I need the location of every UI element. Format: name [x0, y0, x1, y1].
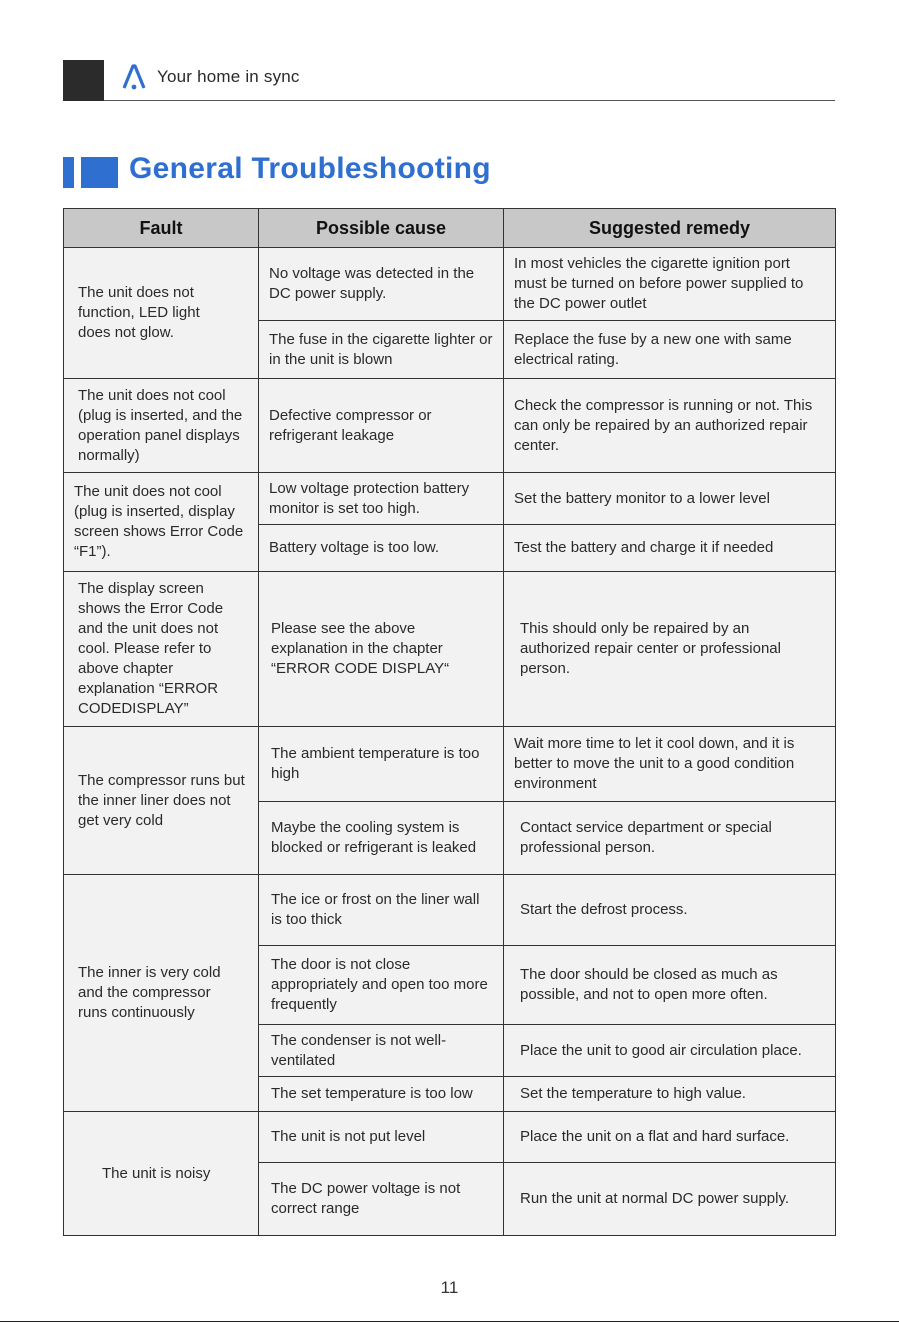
table-row [64, 572, 836, 727]
fault-cell: The unit is noisy [64, 1112, 259, 1236]
cause-cell: Battery voltage is too low. [259, 525, 504, 572]
remedy-cell: Wait more time to let it cool down, and it is better to move the unit to a good condition environment [504, 727, 836, 802]
table-row [64, 473, 836, 525]
remedy-cell: Contact service department or special professional person. [504, 802, 836, 875]
fault-cell: The inner is very cold and the compressor runs continuously [64, 875, 259, 1112]
cause-cell: Please see the above explanation in the chapter “ERROR CODE DISPLAY“ [259, 572, 504, 727]
cause-cell: The condenser is not well-ventilated [259, 1025, 504, 1077]
remedy-cell: Test the battery and charge it if needed [504, 525, 836, 572]
table-row [64, 248, 836, 321]
remedy-cell: Check the compressor is running or not. This can only be repaired by an authorized repair center. [504, 379, 836, 473]
cause-cell: Maybe the cooling system is blocked or refrigerant is leaked [259, 802, 504, 875]
a-logo-icon [121, 64, 147, 90]
remedy-cell: Replace the fuse by a new one with same electrical rating. [504, 321, 836, 379]
cause-cell: The ambient temperature is too high [259, 727, 504, 802]
table-header-row [64, 209, 836, 248]
fault-cell: The unit does not cool (plug is inserted, and the operation panel displays normally) [64, 379, 259, 473]
table-row [64, 727, 836, 802]
remedy-cell: Place the unit to good air circulation place. [504, 1025, 836, 1077]
footer-divider [0, 1321, 899, 1322]
header-divider [104, 100, 835, 101]
header-fault: Fault [64, 209, 259, 248]
cause-cell: Low voltage protection battery monitor is set too high. [259, 473, 504, 525]
cause-cell: Defective compressor or refrigerant leakage [259, 379, 504, 473]
fault-cell: The unit does not cool (plug is inserted, display screen shows Error Code “F1”). [64, 473, 259, 572]
cause-cell: No voltage was detected in the DC power supply. [259, 248, 504, 321]
cause-cell: The fuse in the cigarette lighter or in the unit is blown [259, 321, 504, 379]
cause-cell: The ice or frost on the liner wall is too thick [259, 875, 504, 946]
page-title: General Troubleshooting [129, 152, 491, 185]
table-row [64, 379, 836, 473]
title-accent-bar-large [81, 157, 118, 188]
remedy-cell: Set the battery monitor to a lower level [504, 473, 836, 525]
remedy-cell: The door should be closed as much as possible, and not to open more often. [504, 946, 836, 1025]
fault-cell: The unit does not function, LED light does not glow. [64, 248, 259, 379]
remedy-cell: Start the defrost process. [504, 875, 836, 946]
page-number: 11 [440, 1278, 459, 1297]
table-row [64, 875, 836, 946]
header-suggested-remedy: Suggested remedy [504, 209, 836, 248]
cause-cell: The unit is not put level [259, 1112, 504, 1163]
remedy-cell: Run the unit at normal DC power supply. [504, 1163, 836, 1236]
cause-cell: The door is not close appropriately and open too more frequently [259, 946, 504, 1025]
header-possible-cause: Possible cause [259, 209, 504, 248]
remedy-cell: This should only be repaired by an authorized repair center or professional person. [504, 572, 836, 727]
fault-cell: The compressor runs but the inner liner does not get very cold [64, 727, 259, 875]
cause-cell: The set temperature is too low [259, 1077, 504, 1112]
header-block [63, 60, 104, 101]
table-row [64, 1112, 836, 1163]
remedy-cell: In most vehicles the cigarette ignition port must be turned on before power supplied to the DC power outlet [504, 248, 836, 321]
fault-cell: The display screen shows the Error Code and the unit does not cool. Please refer to above chapter explanation “ERROR CODEDISPLAY” [64, 572, 259, 727]
remedy-cell: Place the unit on a flat and hard surface. [504, 1112, 836, 1163]
header-tagline: Your home in sync [157, 67, 300, 86]
cause-cell: The DC power voltage is not correct range [259, 1163, 504, 1236]
troubleshooting-table [63, 208, 836, 1236]
remedy-cell: Set the temperature to high value. [504, 1077, 836, 1112]
title-accent-bar-small [63, 157, 74, 188]
